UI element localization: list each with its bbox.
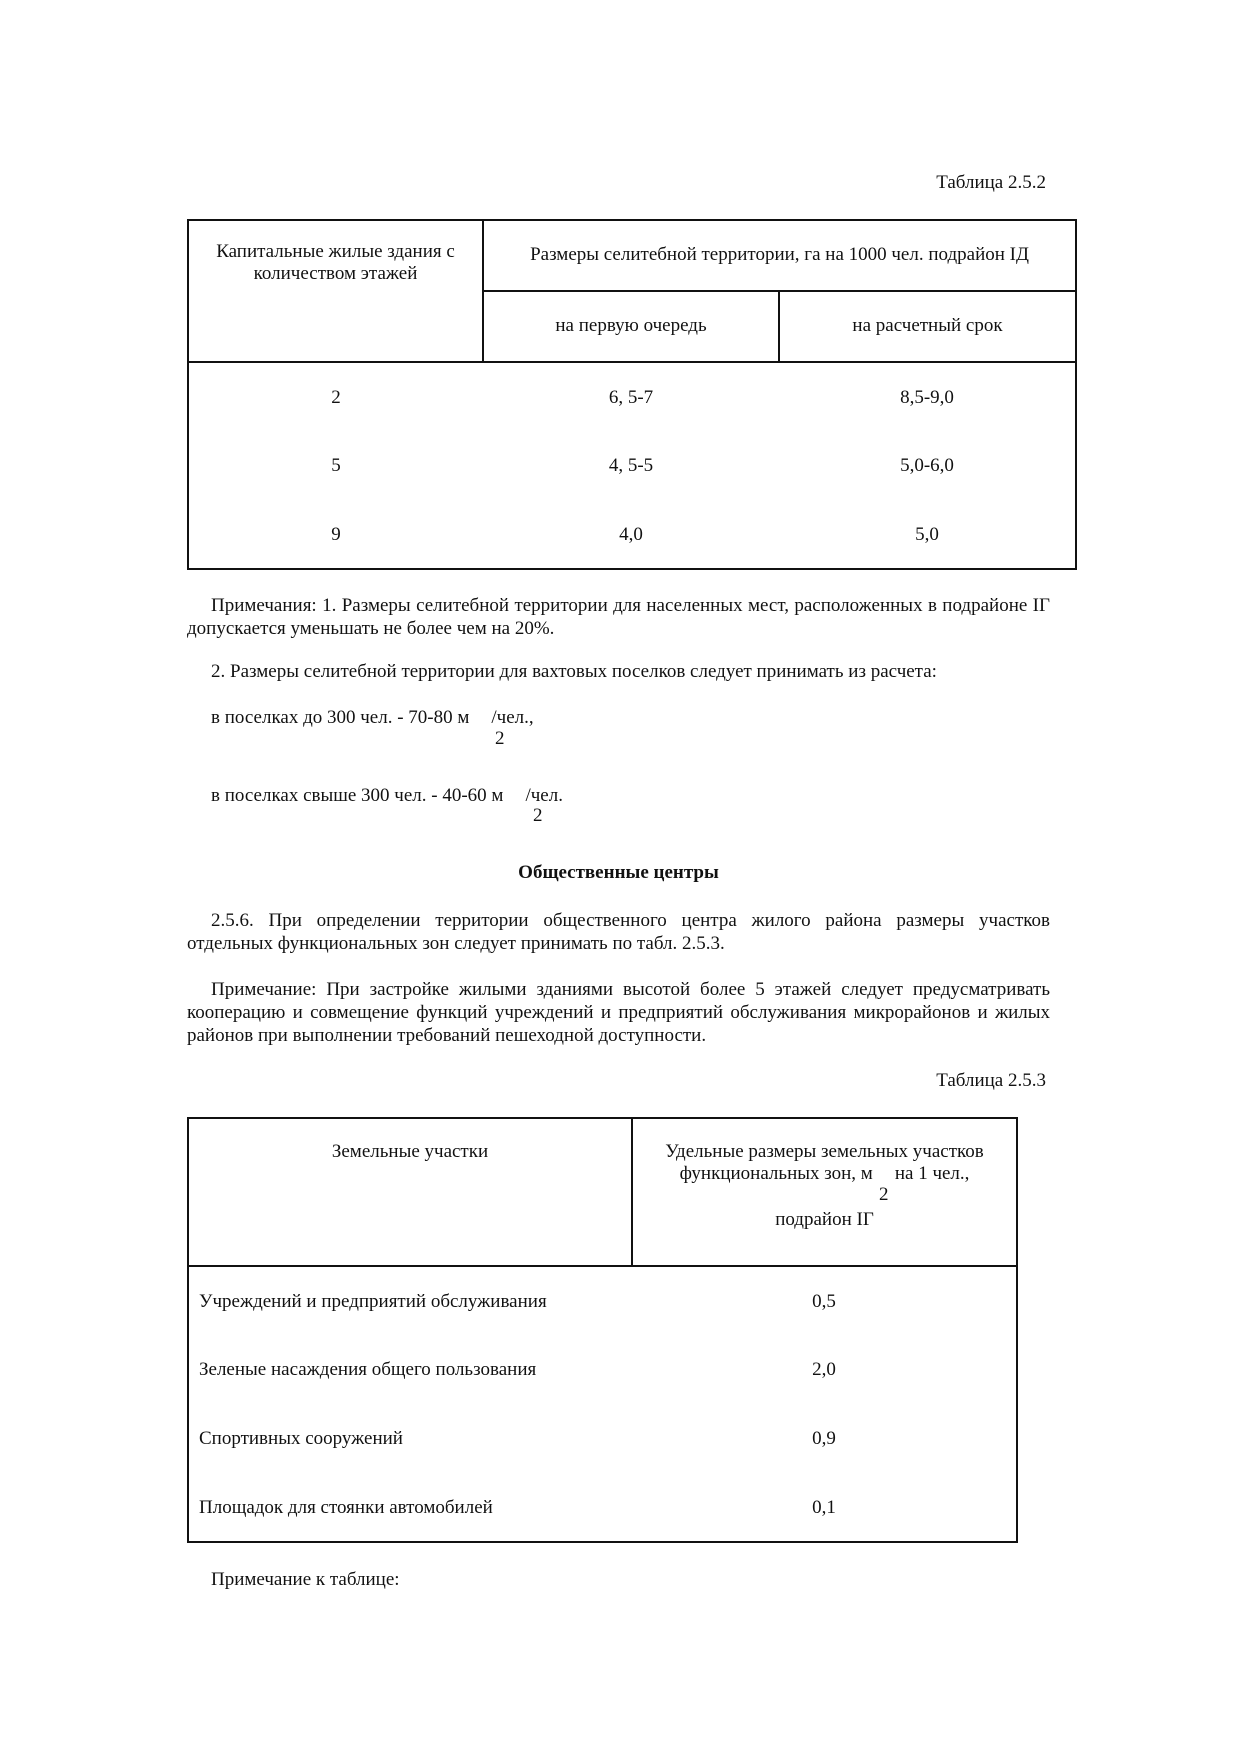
table-row — [188, 1404, 1017, 1473]
settlement-small-unit: /чел., — [491, 707, 534, 728]
header-specific-sizes-line1: Удельные размеры земельных участков — [665, 1141, 984, 1162]
paragraph-2-5-6: 2.5.6. При определении территории общественного центра жилого района размеры участков отдельных функциональных зон следует принимать по табл. 2.5.3. — [187, 910, 1050, 954]
note-1: Примечания: 1. Размеры селитебной территории для населенных мест, расположенных в подрайоне IГ допускается уменьшать не более чем на 20%. — [187, 595, 1050, 639]
table-row — [188, 1266, 1017, 1335]
section-note: Примечание: При застройке жилыми зданиями высотой более 5 этажей следует предусматривать кооперацию и совмещение функций учреждений и предприятий обслуживания микрорайонов и жилых районов при выполнении требований пешеходной доступности. — [187, 979, 1050, 1046]
section-heading: Общественные центры — [518, 862, 719, 883]
cell-first-stage: 4, 5-5 — [608, 455, 654, 476]
table-2-5-2-caption: Таблица 2.5.2 — [936, 172, 1046, 193]
header-specific-sizes — [632, 1118, 1017, 1266]
table-row — [188, 431, 1076, 500]
table-2-5-3 — [187, 1117, 1018, 1543]
cell-calc-term: 5,0 — [915, 524, 939, 545]
table-row — [188, 1335, 1017, 1404]
cell-land-plot: Площадок для стоянки автомобилей — [199, 1497, 493, 1518]
superscript-2: 2 — [495, 728, 505, 749]
settlement-large-unit: /чел. — [525, 785, 563, 806]
header-first-stage — [483, 291, 779, 362]
cell-calc-term: 8,5-9,0 — [900, 387, 954, 408]
settlement-large-text: в поселках свыше 300 чел. - 40-60 м — [211, 785, 504, 806]
note-2: 2. Размеры селитебной территории для вахтовых поселков следует принимать из расчета: — [211, 661, 937, 682]
cell-land-plot: Спортивных сооружений — [199, 1428, 403, 1449]
table-2-5-2 — [187, 219, 1077, 570]
cell-value: 0,1 — [812, 1497, 836, 1518]
cell-floors: 5 — [331, 455, 341, 476]
settlement-line-large — [211, 785, 563, 807]
header-floors-label: Капитальные жилые здания с количеством этажей — [216, 241, 455, 284]
cell-calc-term: 5,0-6,0 — [900, 455, 954, 476]
header-line2-unit: на 1 чел., — [894, 1163, 970, 1184]
header-territory-size-label: Размеры селитебной территории, га на 1000 чел. подрайон IД — [530, 244, 1029, 265]
header-line2-text: функциональных зон, м — [679, 1163, 873, 1184]
table-2-5-3-caption: Таблица 2.5.3 — [936, 1070, 1046, 1091]
header-specific-sizes-line2 — [633, 1163, 1016, 1185]
header-subregion: подрайон IГ — [775, 1209, 874, 1230]
cell-floors: 2 — [331, 387, 341, 408]
settlement-small-text: в поселках до 300 чел. - 70-80 м — [211, 707, 470, 728]
table-row — [188, 500, 1076, 569]
header-land-plots-label: Земельные участки — [331, 1141, 489, 1162]
superscript-2: 2 — [533, 805, 543, 826]
header-calc-term-label: на расчетный срок — [852, 315, 1003, 336]
cell-land-plot: Учреждений и предприятий обслуживания — [199, 1291, 547, 1312]
cell-first-stage: 4,0 — [619, 524, 643, 545]
table-row — [188, 362, 1076, 431]
cell-floors: 9 — [331, 524, 341, 545]
header-land-plots — [188, 1118, 632, 1266]
header-calc-term — [779, 291, 1076, 362]
cell-value: 0,5 — [812, 1291, 836, 1312]
cell-land-plot: Зеленые насаждения общего пользования — [199, 1359, 537, 1380]
table-note-label: Примечание к таблице: — [211, 1569, 400, 1590]
table-row — [188, 1473, 1017, 1542]
cell-value: 2,0 — [812, 1359, 836, 1380]
header-first-stage-label: на первую очередь — [555, 315, 707, 336]
superscript-2: 2 — [879, 1184, 889, 1205]
header-floors — [188, 220, 483, 362]
settlement-line-small — [211, 707, 534, 729]
header-territory-size — [483, 220, 1076, 291]
cell-first-stage: 6, 5-7 — [608, 387, 654, 408]
cell-value: 0,9 — [812, 1428, 836, 1449]
